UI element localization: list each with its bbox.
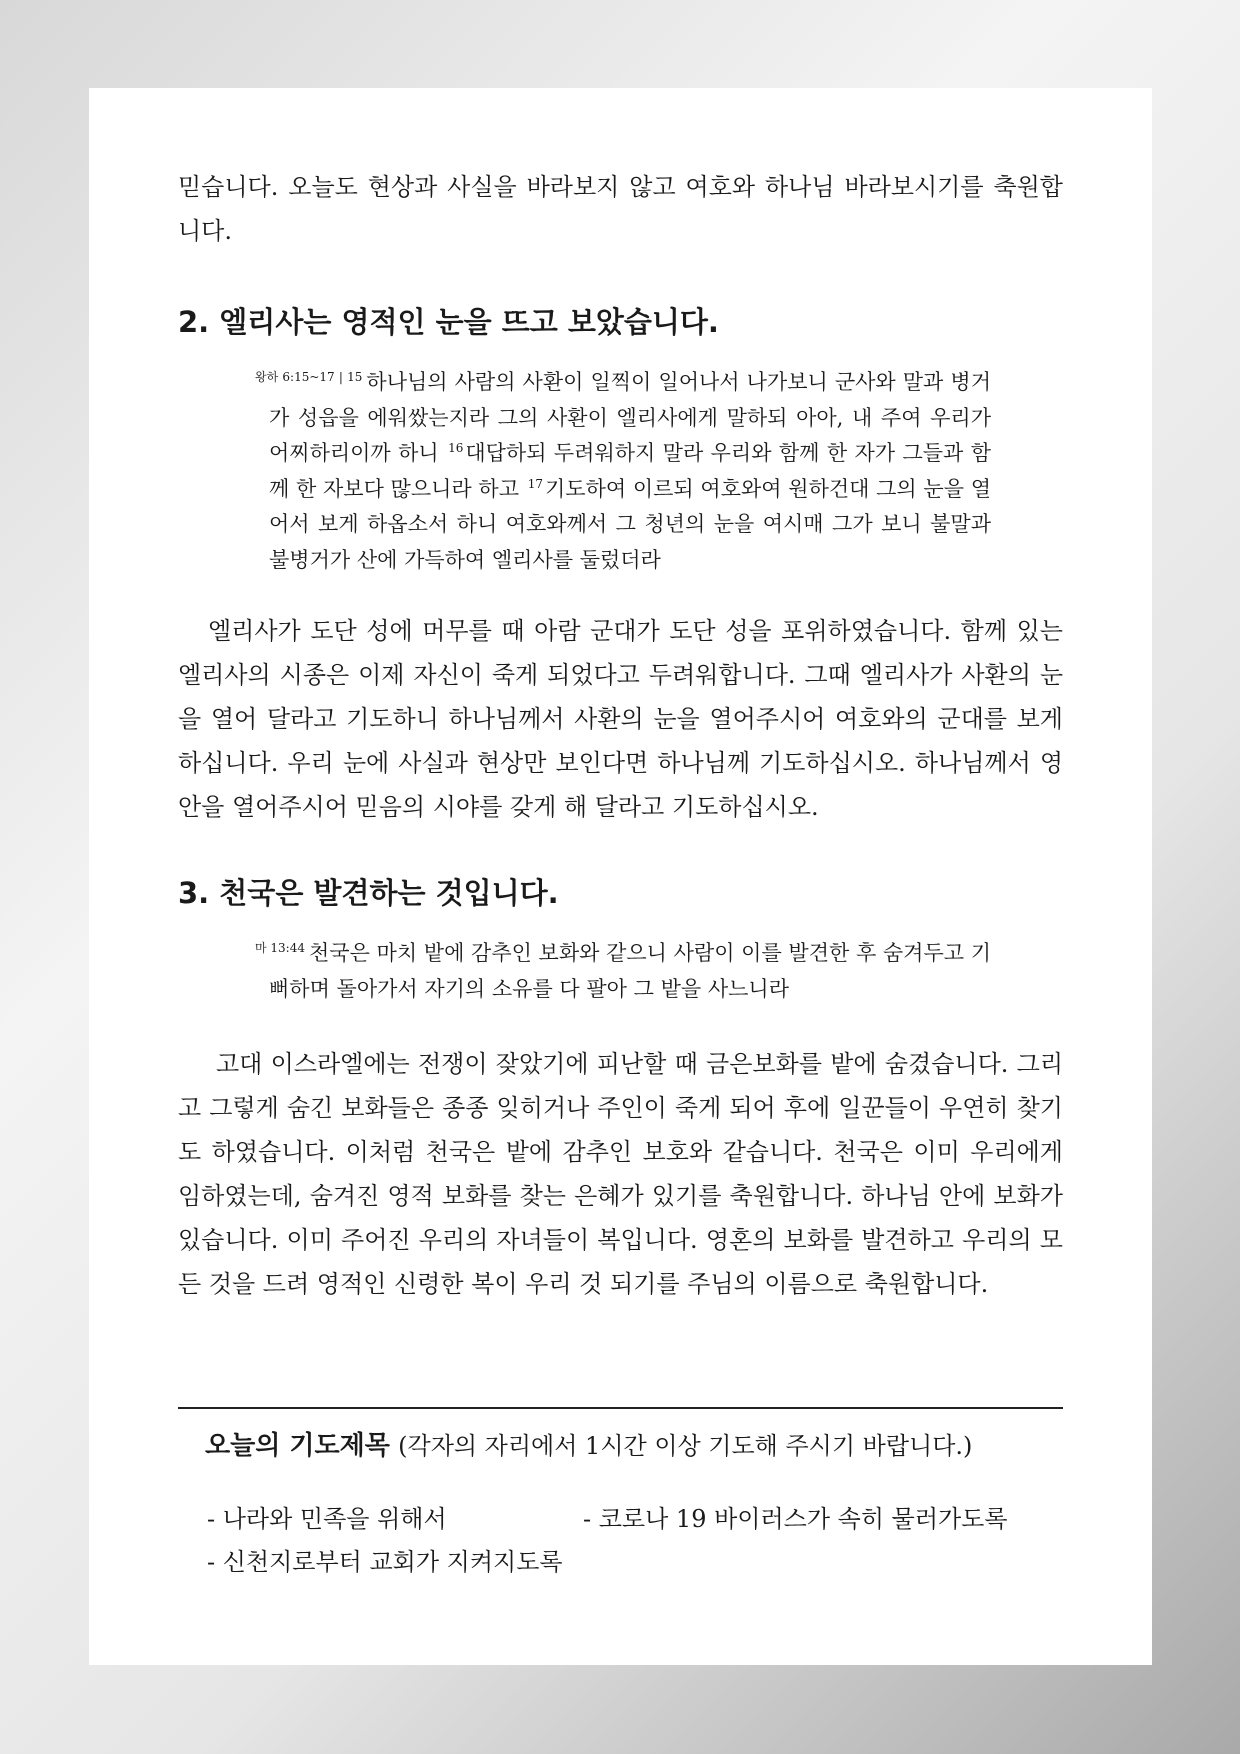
scripture-verse-15: 하나님의 사람의 사환이 일찍이 일어나서 나가보니 군사와 말과 병거가 성읍을 에워쌌는지라 그의 사환이 엘리사에게 말하되 아아, 내 주여 우리가 어찌하리이까 하니 <box>269 370 991 465</box>
section-3-scripture-text <box>255 936 991 1007</box>
scripture-verse-16: 대답하되 두려워하지 말라 우리와 함께 한 자가 그들과 함께 한 자보다 많으니라 하고 <box>269 441 991 501</box>
prayer-item: - 신천지로부터 교회가 지켜지도록 <box>207 1548 563 1576</box>
scripture-verse-text: 천국은 마치 밭에 감추인 보화와 같으니 사람이 이를 발견한 후 숨겨두고 기뻐하며 돌아가서 자기의 소유를 다 팔아 그 밭을 사느니라 <box>269 941 992 1001</box>
prayer-item: - 나라와 민족을 위해서 <box>207 1505 447 1533</box>
prayer-title-label: 오늘의 기도제목 <box>205 1431 390 1461</box>
intro-paragraph: 믿습니다. 오늘도 현상과 사실을 바라보지 않고 여호와 하나님 바라보시기를 축원합니다. <box>178 173 1063 245</box>
section-divider <box>178 1407 1063 1409</box>
section-2-scripture-quote <box>255 365 991 578</box>
section-2-body-paragraph: 엘리사가 도단 성에 머무를 때 아람 군대가 도단 성을 포위하였습니다. 함께 있는 엘리사의 시종은 이제 자신이 죽게 되었다고 두려워합니다. 그때 엘리사가 사환의 눈을 열어 달라고 기도하니 하나님께서 사환의 눈을 열어주시어 여호와의 군대를 보게 하십니다. 우리 눈에 사실과 현상만 보인다면 하나님께 기도하십시오. 하나님께서 영안을 열어주시어 믿음의 시야를 갖게 해 달라고 기도하십시오. <box>178 617 1063 821</box>
section-2-scripture-reference: 왕하 6:15~17 | 15 <box>255 370 363 384</box>
verse-number-16: 16 <box>448 441 464 455</box>
section-3-scripture-reference: 마 13:44 <box>255 941 305 955</box>
section-3-body-paragraph: 고대 이스라엘에는 전쟁이 잦았기에 피난할 때 금은보화를 밭에 숨겼습니다. 그리고 그렇게 숨긴 보화들은 종종 잊히거나 주인이 죽게 되어 후에 일꾼들이 우연히 찾기도 하였습니다. 이처럼 천국은 밭에 감추인 보호와 같습니다. 천국은 이미 우리에게 임하였는데, 숨겨진 영적 보화를 찾는 은혜가 있기를 축원합니다. 하나님 안에 보화가 있습니다. 이미 주어진 우리의 자녀들이 복입니다. 영혼의 보화를 발견하고 우리의 모든 것을 드려 영적인 신령한 복이 우리 것 되기를 주님의 이름으로 축원합니다. <box>178 1050 1063 1298</box>
section-3-heading: 3. 천국은 발견하는 것입니다. <box>178 876 559 910</box>
prayer-item: - 코로나 19 바이러스가 속히 물러가도록 <box>583 1505 1008 1533</box>
prayer-title-note: (각자의 자리에서 1시간 이상 기도해 주시기 바랍니다.) <box>398 1432 973 1460</box>
section-2-heading: 2. 엘리사는 영적인 눈을 뜨고 보았습니다. <box>178 305 719 339</box>
section-3-scripture-quote <box>255 936 991 1007</box>
verse-number-17: 17 <box>527 476 543 491</box>
scripture-verse-17: 기도하여 이르되 여호와여 원하건대 그의 눈을 열어서 보게 하옵소서 하니 여호와께서 그 청년의 눈을 여시매 그가 보니 불말과 불병거가 산에 가득하여 엘리사를 둘렀더라 <box>269 476 991 572</box>
prayer-topics-title <box>205 1428 972 1464</box>
section-2-scripture-text <box>255 365 991 578</box>
document-page <box>89 88 1152 1665</box>
